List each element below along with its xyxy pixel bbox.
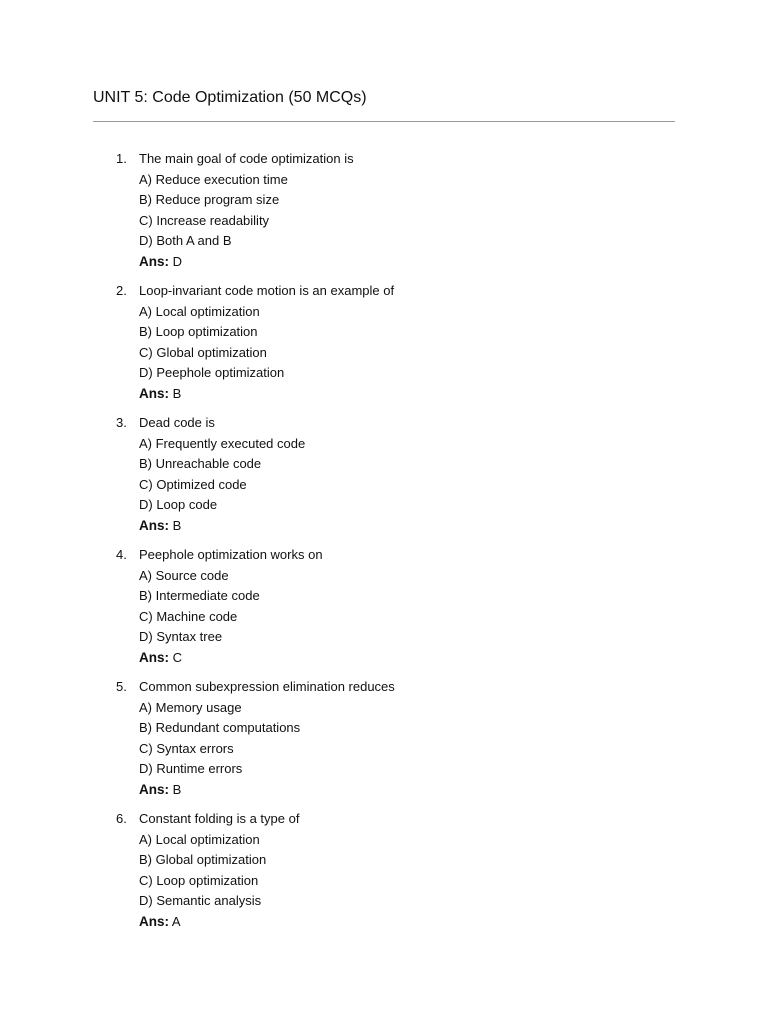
- answer-option: C) Syntax errors: [139, 740, 234, 756]
- answer-label: Ans:: [139, 913, 169, 929]
- question-item: [93, 545, 653, 668]
- answer-line: [139, 252, 653, 273]
- answer-line: [139, 780, 653, 801]
- answer-line: [139, 648, 653, 669]
- question-list: [93, 149, 653, 941]
- answer-option: D) Both A and B: [139, 233, 232, 248]
- question-number: 3.: [116, 415, 127, 430]
- answer-option: A) Local optimization: [139, 831, 260, 847]
- answer-option: D) Runtime errors: [139, 761, 243, 776]
- answer-option: B) Reduce program size: [139, 192, 280, 207]
- question-item: [93, 413, 653, 536]
- question-item: [93, 677, 653, 800]
- answer-label: Ans:: [139, 781, 169, 797]
- answer-option: A) Source code: [139, 567, 229, 583]
- answer-label: Ans:: [139, 649, 169, 665]
- answer-option: D) Loop code: [139, 497, 218, 512]
- answer-option: D) Syntax tree: [139, 629, 223, 644]
- answer-option: D) Semantic analysis: [139, 893, 262, 908]
- answer-option: C) Global optimization: [139, 344, 267, 360]
- answer-option: C) Increase readability: [139, 212, 270, 228]
- answer-option: B) Loop optimization: [139, 324, 258, 339]
- answer-line: [139, 912, 653, 933]
- question-text: Peephole optimization works on: [139, 547, 323, 562]
- question-text: The main goal of code optimization is: [139, 151, 354, 166]
- answer-option: B) Intermediate code: [139, 588, 260, 603]
- answer-label: Ans:: [139, 253, 169, 269]
- answer-option: A) Memory usage: [139, 699, 242, 715]
- answer-line: [139, 516, 653, 537]
- answer-option: A) Reduce execution time: [139, 171, 288, 187]
- answer-option: C) Optimized code: [139, 476, 247, 492]
- answer-value: B: [172, 385, 182, 401]
- question-text: Dead code is: [139, 415, 215, 430]
- question-number: 6.: [116, 811, 127, 826]
- answer-value: C: [172, 649, 183, 665]
- question-number: 4.: [116, 547, 127, 562]
- answer-value: D: [172, 253, 183, 269]
- question-item: [93, 809, 653, 932]
- question-number: 2.: [116, 283, 127, 298]
- title-divider: [93, 121, 675, 122]
- answer-option: C) Machine code: [139, 608, 238, 624]
- answer-option: C) Loop optimization: [139, 872, 259, 888]
- answer-value: A: [171, 913, 181, 929]
- question-number: 1.: [116, 151, 127, 166]
- question-item: [93, 281, 653, 404]
- answer-line: [139, 384, 653, 405]
- page-title: UNIT 5: Code Optimization (50 MCQs): [93, 89, 367, 106]
- answer-option: B) Global optimization: [139, 852, 267, 867]
- question-text: Constant folding is a type of: [139, 811, 300, 826]
- question-text: Loop-invariant code motion is an example of: [139, 283, 395, 298]
- answer-option: B) Unreachable code: [139, 456, 262, 471]
- question-text: Common subexpression elimination reduces: [139, 679, 395, 694]
- question-item: [93, 149, 653, 272]
- answer-option: A) Frequently executed code: [139, 435, 306, 451]
- answer-label: Ans:: [139, 385, 169, 401]
- answer-value: B: [172, 517, 182, 533]
- answer-option: A) Local optimization: [139, 303, 260, 319]
- answer-option: B) Redundant computations: [139, 720, 301, 735]
- answer-value: B: [172, 781, 182, 797]
- question-number: 5.: [116, 679, 127, 694]
- answer-label: Ans:: [139, 517, 169, 533]
- answer-option: D) Peephole optimization: [139, 365, 285, 380]
